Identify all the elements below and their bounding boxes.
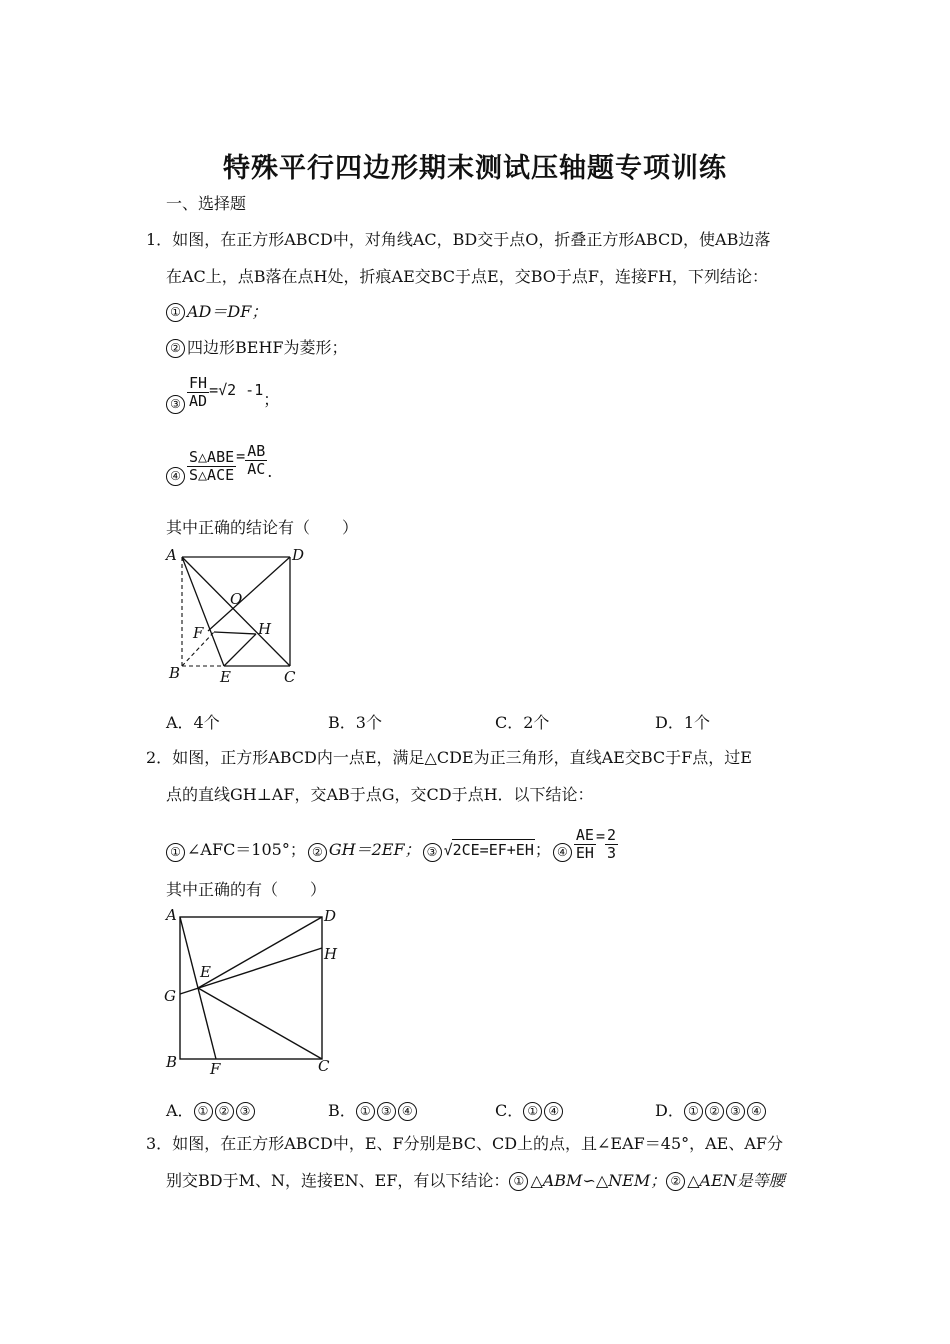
fig2-label-D: D xyxy=(324,907,337,925)
circled-3: ③ xyxy=(166,395,185,414)
fig2-label-G: G xyxy=(164,987,176,1005)
q3-c2-text: △AEN是等腰 xyxy=(687,1171,785,1190)
q2-c2-text: GH＝2EF； xyxy=(328,840,421,859)
circled-1: ① xyxy=(684,1102,703,1121)
page-title: 特殊平行四边形期末测试压轴题专项训练 xyxy=(223,153,727,184)
circled-1: ① xyxy=(166,303,185,322)
q3-stem-2: 别交BD于M、N，连接EN、EF，有以下结论： xyxy=(166,1171,510,1190)
fig2-line-EC xyxy=(198,988,322,1059)
q2-option-a[interactable] xyxy=(166,1098,257,1121)
q2-figure xyxy=(160,904,350,1080)
section-heading: 一、选择题 xyxy=(166,194,247,213)
q2-c3-expr: √2CE=EF+EH xyxy=(443,841,534,859)
q1-c3-rhs: =√2 -1 xyxy=(209,381,264,399)
q2-number: 2． xyxy=(146,748,173,767)
q2-option-c[interactable] xyxy=(495,1098,565,1121)
fig1-label-C: C xyxy=(284,668,296,686)
circled-1: ① xyxy=(356,1102,375,1121)
circled-3: ③ xyxy=(423,843,442,862)
circled-4: ④ xyxy=(398,1102,417,1121)
q2-stem-2: 点的直线GH⊥AF，交AB于点G，交CD于点H．以下结论： xyxy=(166,785,594,804)
q2-c4-eq: = xyxy=(595,827,605,845)
q1-c2-text: 四边形BEHF为菱形； xyxy=(187,338,348,357)
circled-3: ③ xyxy=(377,1102,396,1121)
q2-option-d-label: D． xyxy=(655,1101,684,1120)
fig2-label-H: H xyxy=(324,945,338,963)
q1-c4-eq: = xyxy=(236,447,246,465)
q2-c4-fraction-right xyxy=(605,827,618,862)
q2-question: 其中正确的有（ ） xyxy=(166,880,327,899)
q3-stem-1: 如图，在正方形ABCD中，E、F分别是BC、CD上的点，且∠EAF＝45°，AE、AF分 xyxy=(172,1134,784,1153)
fig1-label-A: A xyxy=(166,546,177,564)
q2-option-d[interactable] xyxy=(655,1098,768,1121)
q1-c4-num: S△ABE xyxy=(189,448,235,466)
q1-conclusion-3 xyxy=(166,370,279,414)
q1-c1-text: AD＝DF； xyxy=(187,302,268,321)
q2-c4-num: AE xyxy=(575,826,594,844)
q2-c4-den: EH xyxy=(575,844,594,862)
q2-conclusions xyxy=(166,814,618,862)
q1-conclusion-4 xyxy=(166,428,272,486)
fig2-square-ABCD xyxy=(180,917,322,1059)
circled-4: ④ xyxy=(747,1102,766,1121)
q2-c1-text: ∠AFC＝105°； xyxy=(187,840,306,859)
q1-option-c[interactable]: C．2个 xyxy=(495,713,550,732)
circled-1: ① xyxy=(509,1172,528,1191)
fig1-label-H: H xyxy=(258,620,272,638)
fig1-segment-HE xyxy=(224,634,256,666)
q1-c4-num2: AB xyxy=(247,442,266,460)
circled-4: ④ xyxy=(166,467,185,486)
fig1-diagonal-DF xyxy=(208,557,290,631)
q1-number: 1． xyxy=(146,230,173,249)
q1-c4-den: S△ACE xyxy=(189,466,235,484)
q1-c3-den: AD xyxy=(189,392,208,410)
circled-1: ① xyxy=(166,843,185,862)
circled-4: ④ xyxy=(544,1102,563,1121)
q1-c3-tail: ； xyxy=(263,390,280,409)
q1-stem-1: 如图，在正方形ABCD中，对角线AC，BD交于点O，折叠正方形ABCD，使AB边落 xyxy=(172,230,771,249)
fig1-label-F: F xyxy=(193,624,204,642)
circled-2: ② xyxy=(215,1102,234,1121)
q3-text-line1 xyxy=(146,1134,783,1154)
fig1-segment-FH xyxy=(214,632,256,634)
fig2-label-A: A xyxy=(166,906,177,924)
q2-stem-1: 如图，正方形ABCD内一点E，满足△CDE为正三角形，直线AE交BC于F点，过E xyxy=(172,748,752,767)
circled-2: ② xyxy=(705,1102,724,1121)
q2-c4-num2: 2 xyxy=(606,826,617,844)
q1-c4-tail: . xyxy=(267,462,273,481)
q2-c4-den2: 3 xyxy=(606,844,617,862)
q3-text-line2 xyxy=(166,1171,785,1191)
q1-question: 其中正确的结论有（ ） xyxy=(166,518,359,537)
circled-3: ③ xyxy=(236,1102,255,1121)
q1-c4-den2: AC xyxy=(247,460,266,478)
circled-2: ② xyxy=(308,843,327,862)
q1-option-d[interactable]: D．1个 xyxy=(655,713,711,732)
q1-c3-num: FH xyxy=(189,374,208,392)
circled-2: ② xyxy=(666,1172,685,1191)
q1-conclusion-1 xyxy=(166,302,267,322)
q2-c3-text: 2CE=EF+EH xyxy=(452,841,534,859)
circled-1: ① xyxy=(523,1102,542,1121)
q1-c4-fraction-right xyxy=(245,443,267,478)
q2-c3-tail: ； xyxy=(534,840,551,859)
q1-option-b[interactable]: B．3个 xyxy=(328,713,382,732)
q2-option-b[interactable] xyxy=(328,1098,419,1121)
q1-c4-fraction-left xyxy=(187,449,236,484)
q1-conclusion-2 xyxy=(166,338,348,358)
fig1-fold-AE xyxy=(182,557,224,666)
fig1-label-B: B xyxy=(169,664,181,682)
circled-3: ③ xyxy=(726,1102,745,1121)
fig2-label-F: F xyxy=(210,1060,221,1078)
q1-stem-2: 在AC上，点B落在点H处，折痕AE交BC于点E，交BO于点F，连接FH，下列结论： xyxy=(166,267,769,286)
fig2-label-C: C xyxy=(318,1057,330,1075)
q2-option-b-label: B． xyxy=(328,1101,356,1120)
circled-4: ④ xyxy=(553,843,572,862)
q1-c3-fraction xyxy=(187,375,209,410)
q1-figure xyxy=(160,542,310,690)
circled-2: ② xyxy=(166,339,185,358)
fig2-label-B: B xyxy=(166,1053,178,1071)
fig1-label-D: D xyxy=(292,546,305,564)
circled-1: ① xyxy=(194,1102,213,1121)
q2-option-c-label: C． xyxy=(495,1101,524,1120)
fig2-label-E: E xyxy=(200,963,211,981)
q1-text-line1 xyxy=(146,230,770,250)
fig2-line-DE xyxy=(198,917,322,988)
q2-c4-fraction-left xyxy=(574,827,596,862)
fig1-label-O: O xyxy=(230,590,243,608)
fig1-label-E: E xyxy=(220,668,231,686)
fig1-diagonal-AC xyxy=(182,557,290,666)
q3-c1-text: △ABM∽△NEM； xyxy=(530,1171,667,1190)
q2-option-a-label: A． xyxy=(166,1101,194,1120)
q3-number: 3． xyxy=(146,1134,173,1153)
q1-option-a[interactable]: A．4个 xyxy=(166,713,220,732)
q2-text-line1 xyxy=(146,748,752,768)
